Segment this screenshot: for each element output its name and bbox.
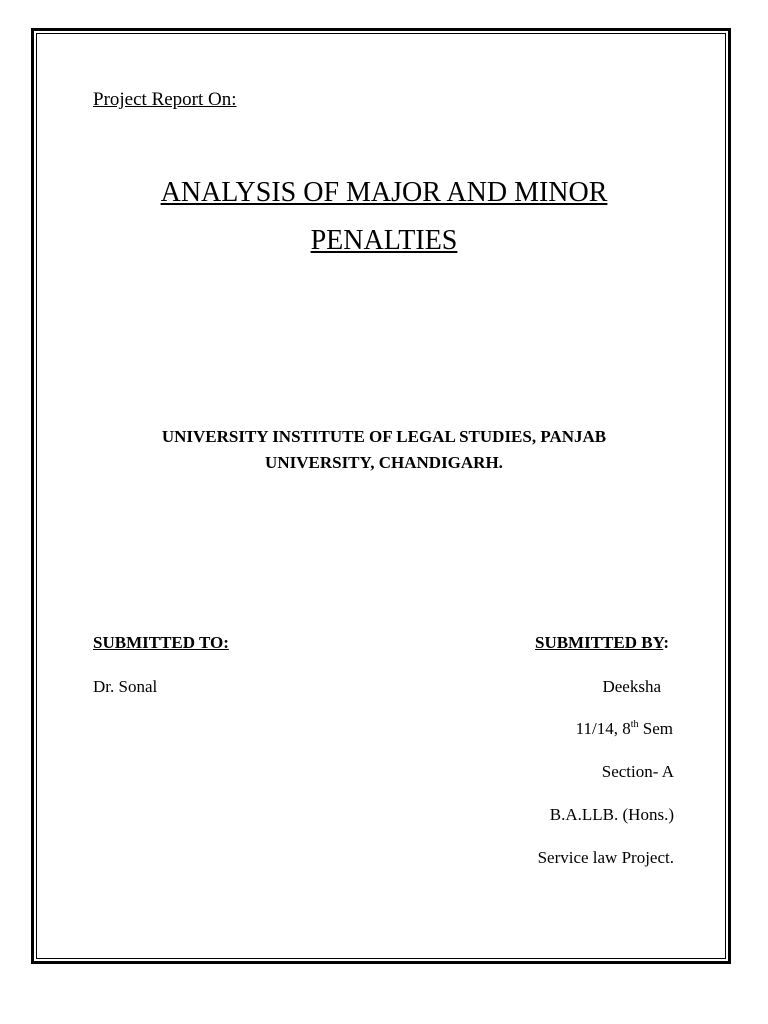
institution-line-1: UNIVERSITY INSTITUTE OF LEGAL STUDIES, PANJAB [161,427,607,446]
submitted-by-roll [576,719,673,739]
submitted-by-section: Section- A [601,762,674,781]
roll-ordinal-suffix: th [630,719,639,730]
submitted-by-heading-text: SUBMITTED BY [534,633,664,652]
report-title-line-2: PENALTIES [310,225,458,256]
submitted-to-name: Dr. Sonal [93,677,158,696]
submitted-by-project: Service law Project. [537,848,674,867]
submitted-by-name: Deeksha [602,677,661,696]
intro-label: Project Report On: [93,89,237,110]
roll-suffix: Sem [638,719,673,738]
submitted-by-heading-colon: : [663,633,669,652]
institution-line-2: UNIVERSITY, CHANDIGARH. [265,453,503,472]
submitted-to-heading: SUBMITTED TO: [93,633,229,652]
submitted-by-heading [535,633,669,653]
roll-prefix: 11/14, 8 [575,719,631,738]
report-title-line-1: ANALYSIS OF MAJOR AND MINOR [160,177,608,208]
submitted-by-course: B.A.LLB. (Hons.) [549,805,674,824]
